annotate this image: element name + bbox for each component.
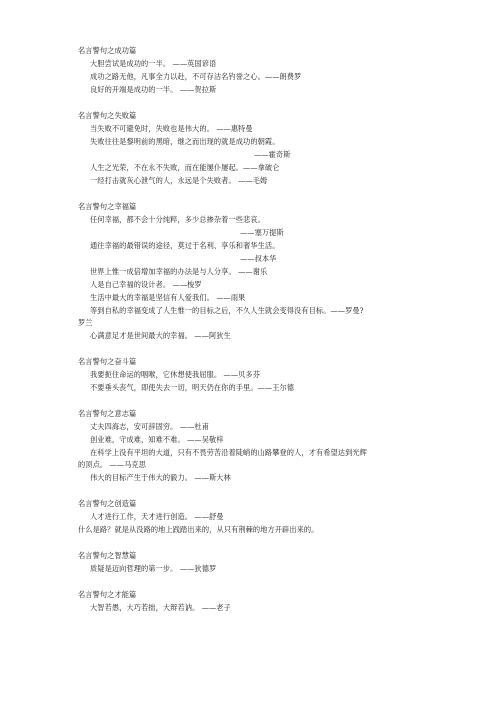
quote-line: ——塞万提斯 — [240, 228, 284, 237]
quote-line: 伟大的目标产生于伟大的毅力。 ——斯大林 — [90, 473, 231, 482]
quote-line: ——叔本华 — [240, 254, 277, 263]
quote-line: 大智若愚，大巧若拙，大辩若讷。 ——老子 — [90, 603, 231, 612]
section-heading: 名言警句之奋斗篇 — [78, 357, 137, 366]
quote-line: 通往幸福的最错误的途径，莫过于名利、享乐和奢华生活。 — [90, 241, 280, 250]
quote-line: 失败往往是黎明前的黑暗，继之而出现的就是成功的朝霞。 — [90, 137, 280, 146]
quote-line: 大胆尝试是成功的一半。 ——英国谚语 — [90, 59, 217, 68]
quote-line: 人是自己幸福的设计者。 ——梭罗 — [90, 280, 202, 289]
quote-line: 创业难，守成难，知难不难。 ——吴敬梓 — [90, 435, 224, 444]
section-heading: 名言警句之幸福篇 — [78, 202, 137, 211]
quote-line: 人生之光荣，不在永不失败，而在能屡仆屡起。——拿破仑 — [90, 163, 280, 172]
section-heading: 名言警句之成功篇 — [78, 46, 137, 55]
quote-line: 什么是路？就是从没路的地上践踏出来的，从只有荆棘的地方开辟出来的。 — [78, 525, 319, 534]
section-heading: 名言警句之才能篇 — [78, 590, 137, 599]
quote-line: 的顶点。 ——马克思 — [78, 460, 146, 469]
quote-line: 人才进行工作，天才进行创造。 ——舒曼 — [90, 512, 224, 521]
quote-line: 等到自私的幸福变成了人生惟一的目标之后，不久人生就会变得没有目标。——罗曼? — [90, 306, 364, 315]
quote-line: 良好的开端是成功的一半。 ——贺拉斯 — [90, 85, 217, 94]
quote-line: 成功之路无他，凡事全力以赴，不可存沽名钓誉之心。——朗费罗 — [90, 72, 302, 81]
quote-line: 一经打击就灰心泄气的人，永远是个失败者。 ——毛姆 — [90, 176, 268, 185]
quote-line: 心满意足才是世间最大的幸福。 ——阿狄生 — [90, 331, 231, 340]
quote-line: 质疑是迈向哲理的第一步。 ——狄德罗 — [90, 564, 217, 573]
quote-line: 丈夫四海志，安可辞固穷。 ——杜甫 — [90, 422, 209, 431]
quote-line: 世界上惟一成倍增加幸福的办法是与人分享。 ——谢乐 — [90, 267, 268, 276]
section-heading: 名言警句之智慧篇 — [78, 551, 137, 560]
section-heading: 名言警句之创造篇 — [78, 499, 137, 508]
quote-line: 我要扼住命运的咽喉，它休想使我屈服。 ——贝多芬 — [90, 370, 260, 379]
quote-line: 罗兰 — [78, 318, 93, 327]
section-heading: 名言警句之失败篇 — [78, 111, 137, 120]
quote-line: 在科学上没有平坦的大道，只有不畏劳苦沿着陡峭的山路攀登的人，才有希望达到光辉 — [90, 448, 367, 457]
quote-line: 当失败不可避免时，失败也是伟大的。 ——惠特曼 — [90, 124, 253, 133]
quote-line: 生活中最大的幸福是坚信有人爱我们。 ——雨果 — [90, 293, 246, 302]
quote-line: 不要垂头丧气，即使失去一切，明天仍在你的手里。——王尔德 — [90, 383, 295, 392]
quote-line: 任何幸福，都不会十分纯粹，多少总掺杂着一些悲哀。 — [90, 215, 265, 224]
quote-line: ——霍奇斯 — [254, 150, 291, 159]
section-heading: 名言警句之意志篇 — [78, 409, 137, 418]
